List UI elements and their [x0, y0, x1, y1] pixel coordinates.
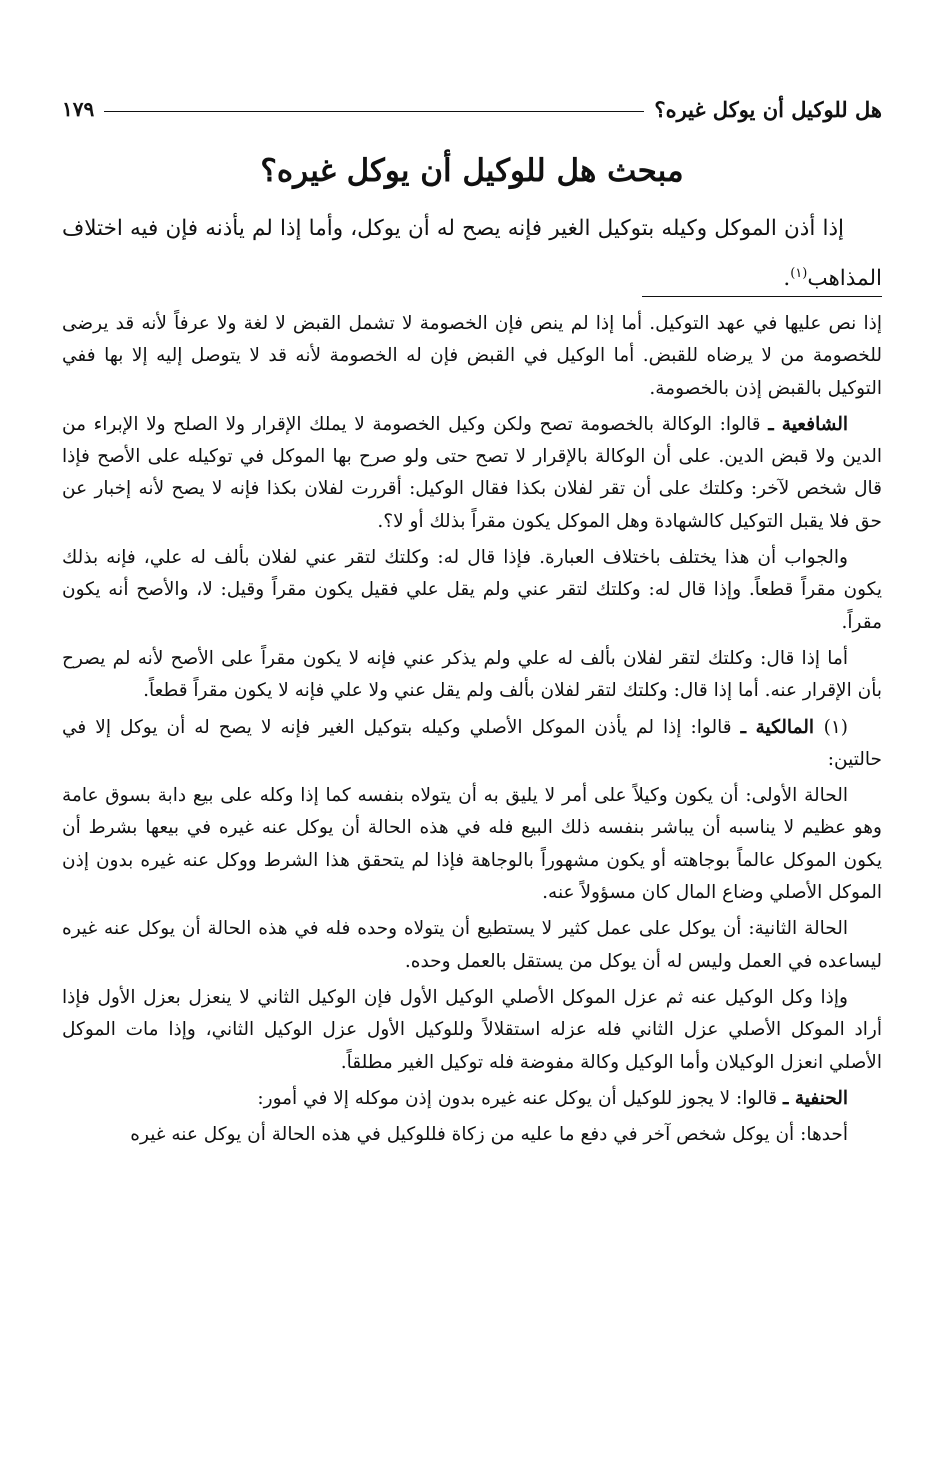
- school-label-maliki: المالكية ـ: [740, 716, 824, 738]
- header-rule: [104, 111, 644, 112]
- footnote-paragraph: الحالة الثانية: أن يوكل على عمل كثير لا يستطيع أن يتولاه وحده فله في هذه الحالة أن يوكل عنه غيره ليساعده في العمل وليس له أن يوكل من يستقل بالعمل وحده.: [62, 918, 882, 972]
- running-header: [62, 92, 882, 126]
- footnote-paragraph-text: قالوا: الوكالة بالخصومة تصح ولكن وكيل الخصومة لا يملك الإقرار ولا الصلح ولا الإبراء من الدين ولا قبض الدين. على أن الوكالة بالإقرار لا تصح حتى ولو صرح بها الموكل في توكيله على الأصح فإذا قال شخص لآخر: وكلتك على أن تقر لفلان بكذا فقال الوكيل: أقررت لفلان بكذا فإنه لا يصح لأنه إخبار عن حق فلا يقبل التوكيل كالشهادة وهل الموكل يكون مقراً بذلك أو لا؟.: [62, 413, 882, 532]
- school-label-hanafi: الحنفية ـ: [782, 1087, 848, 1109]
- footnote-paragraph: [62, 1083, 882, 1115]
- page-number: ١٧٩: [62, 97, 95, 121]
- footnote-paragraph: الحالة الأولى: أن يكون وكيلاً على أمر لا يليق به أن يتولاه بنفسه كما إذا وكله على بيع دابة بسوق عامة وهو عظيم لا يناسبه أن يباشر بنفسه ذلك البيع فله في هذه الحالة أن يوكل عنه غيره في بيعها بشرط أن يكون الموكل عالماً بوجاهته أو يكون مشهوراً بالوجاهة فإذا لم يتحقق هذا الشرط ووكل عنه غيره بدون إذن الموكل الأصلي وضاع المال كان مسؤولاً عنه.: [62, 785, 882, 904]
- body-paragraph-text: إذا أذن الموكل وكيله بتوكيل الغير فإنه يصح له أن يوكل، وأما إذا لم يأذنه فإن فيه اختلاف المذاهب: [62, 216, 882, 292]
- footnote-separator: [642, 296, 882, 297]
- section-title: مبحث هل للوكيل أن يوكل غيره؟: [260, 153, 684, 189]
- running-title: هل للوكيل أن يوكل غيره؟: [654, 96, 882, 122]
- footnote-paragraph: أحدها: أن يوكل شخص آخر في دفع ما عليه من زكاة فللوكيل في هذه الحالة أن يوكل عنه غيره: [130, 1124, 848, 1146]
- footnotes: [62, 308, 882, 1155]
- footnote-paragraph: والجواب أن هذا يختلف باختلاف العبارة. فإذا قال له: وكلتك لتقر عني لفلان بألف له علي، فإنه بذلك يكون مقراً قطعاً. وإذا قال له: وكلتك لتقر عني ولم يقل علي فقيل يكون مقراً وقيل: لا، والأصح أنه يكون مقراً.: [62, 547, 882, 633]
- body-paragraph: [62, 206, 882, 301]
- body-paragraph-end: .: [783, 266, 791, 292]
- footnote-paragraph: إذا نص عليها في عهد التوكيل. أما إذا لم ينص فإن الخصومة لا تشمل القبض لا لغة ولا عرفاً لأنه قد يرضى للخصومة من لا يرضاه للقبض. أما الوكيل في القبض فإن له الخصومة لأنه قد لا يتوصل إليه إلا بها ففي التوكيل بالقبض إذن بالخصومة.: [62, 313, 882, 399]
- footnote-paragraph: أما إذا قال: وكلتك لتقر لفلان بألف له علي ولم يذكر عني فإنه لا يكون مقراً على الأصح لأنه لم يصرح بأن الإقرار عنه. أما إذا قال: وكلتك لتقر لفلان بألف ولم يقل عني ولا علي فإنه لا يكون مقراً قطعاً.: [62, 647, 882, 702]
- footnote-reference[interactable]: (١): [790, 266, 808, 281]
- main-text: [62, 206, 882, 301]
- footnote-number: (١): [823, 716, 848, 738]
- school-label-shafii: الشافعية ـ: [768, 413, 848, 435]
- footnote-paragraph: [62, 409, 882, 538]
- footnote-paragraph-text: قالوا: إذا لم يأذن الموكل الأصلي وكيله بتوكيل الغير فإنه لا يصح له أن يوكل إلا في حالتين:: [62, 716, 882, 770]
- footnote-paragraph: وإذا وكل الوكيل عنه ثم عزل الموكل الأصلي الوكيل الأول فإن الوكيل الثاني لا ينعزل بعزل الأول فإذا أراد الموكل الأصلي عزل الثاني فله عزله استقلالاً وللوكيل الأول عزل الوكيل الثاني، وإذا مات الموكل الأصلي انعزل الوكيلان وأما الوكيل وكالة مفوضة فله توكيل الغير مطلقاً.: [62, 986, 882, 1073]
- footnote-paragraph: [62, 712, 882, 777]
- footnote-paragraph-text: قالوا: لا يجوز للوكيل أن يوكل عنه غيره بدون إذن موكله إلا في أمور:: [257, 1087, 783, 1109]
